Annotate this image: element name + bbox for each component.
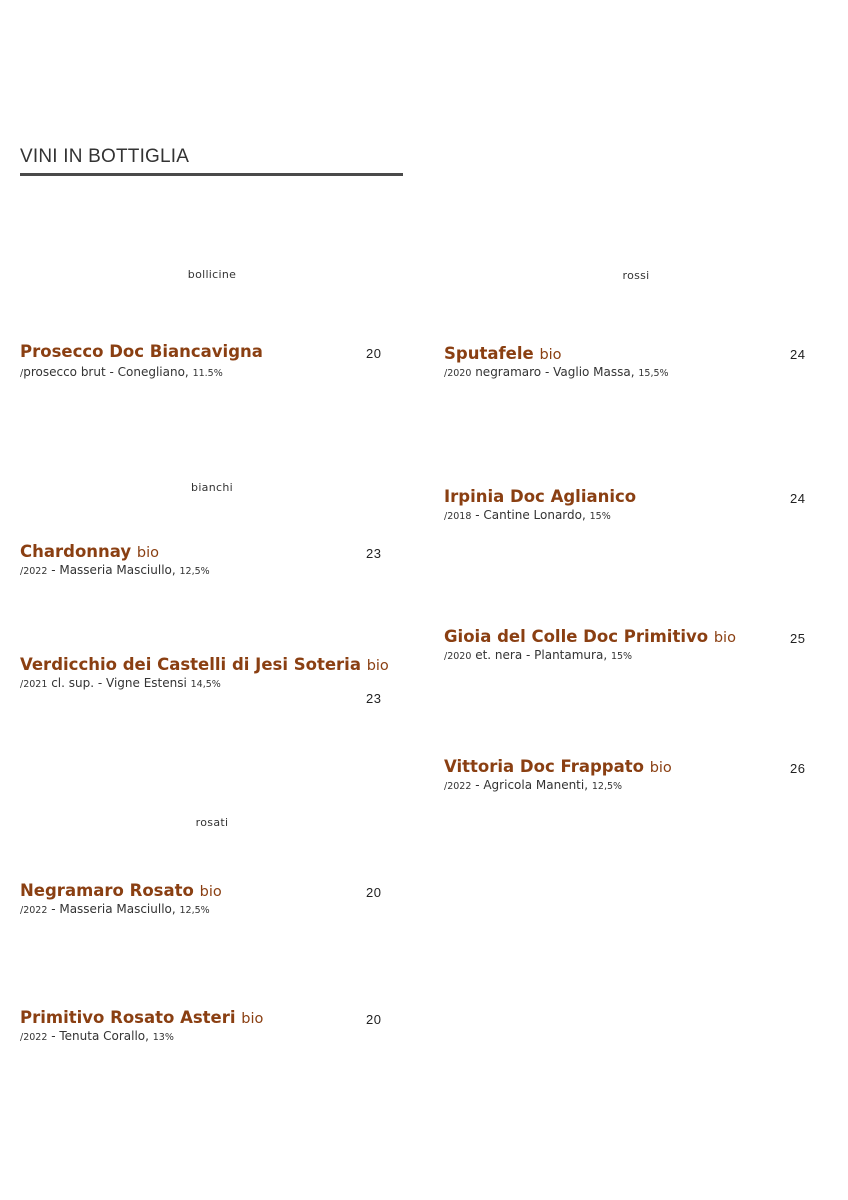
- section-bianchi: bianchi: [191, 481, 233, 494]
- wine-name: Chardonnay bio: [20, 542, 160, 561]
- wine-price: 26: [790, 761, 806, 776]
- wine-name: Sputafele bio: [444, 344, 562, 363]
- wine-item-negramaro-rosato: [20, 881, 390, 916]
- wine-name: Prosecco Doc Biancavigna: [20, 342, 263, 361]
- section-rossi: rossi: [622, 269, 650, 282]
- wine-description: /2018 - Cantine Lonardo, 15%: [444, 508, 611, 522]
- wine-item-gioia-del-colle: [444, 627, 814, 662]
- wine-item-vittoria: [444, 757, 814, 792]
- wine-description: /prosecco brut - Conegliano, 11.5%: [20, 365, 223, 379]
- wine-item-verdicchio: [20, 655, 400, 690]
- wine-description: /2020 negramaro - Vaglio Massa, 15,5%: [444, 365, 669, 379]
- wine-description: /2022 - Masseria Masciullo, 12,5%: [20, 902, 210, 916]
- wine-price: 23: [366, 546, 382, 561]
- section-bollicine: bollicine: [187, 268, 237, 281]
- wine-price: 20: [366, 1012, 382, 1027]
- wine-price: 24: [790, 347, 806, 362]
- wine-item-primitivo-rosato: [20, 1008, 390, 1043]
- wine-price: 20: [366, 346, 382, 361]
- wine-item-chardonnay: [20, 542, 390, 577]
- wine-name: Verdicchio dei Castelli di Jesi Soteria bio: [20, 655, 389, 674]
- section-rosati: rosati: [195, 816, 229, 829]
- wine-name: Gioia del Colle Doc Primitivo bio: [444, 627, 736, 646]
- wine-name: Irpinia Doc Aglianico: [444, 487, 637, 506]
- wine-price: 20: [366, 885, 382, 900]
- wine-item-irpinia: [444, 487, 814, 522]
- wine-price: 24: [790, 491, 806, 506]
- wine-description: /2021 cl. sup. - Vigne Estensi 14,5%: [20, 676, 221, 690]
- page-title: VINI IN BOTTIGLIA: [20, 146, 190, 167]
- title-underline: [20, 173, 403, 176]
- wine-description: /2022 - Agricola Manenti, 12,5%: [444, 778, 623, 792]
- wine-name: Vittoria Doc Frappato bio: [444, 757, 672, 776]
- wine-price: 23: [366, 691, 382, 706]
- wine-name: Primitivo Rosato Asteri bio: [20, 1008, 264, 1027]
- wine-name: Negramaro Rosato bio: [20, 881, 222, 900]
- wine-description: /2022 - Tenuta Corallo, 13%: [20, 1029, 174, 1043]
- wine-item-sputafele: [444, 344, 814, 379]
- wine-price: 25: [790, 631, 806, 646]
- wine-description: /2020 et. nera - Plantamura, 15%: [444, 648, 633, 662]
- wine-item-prosecco: [20, 342, 390, 379]
- wine-description: /2022 - Masseria Masciullo, 12,5%: [20, 563, 210, 577]
